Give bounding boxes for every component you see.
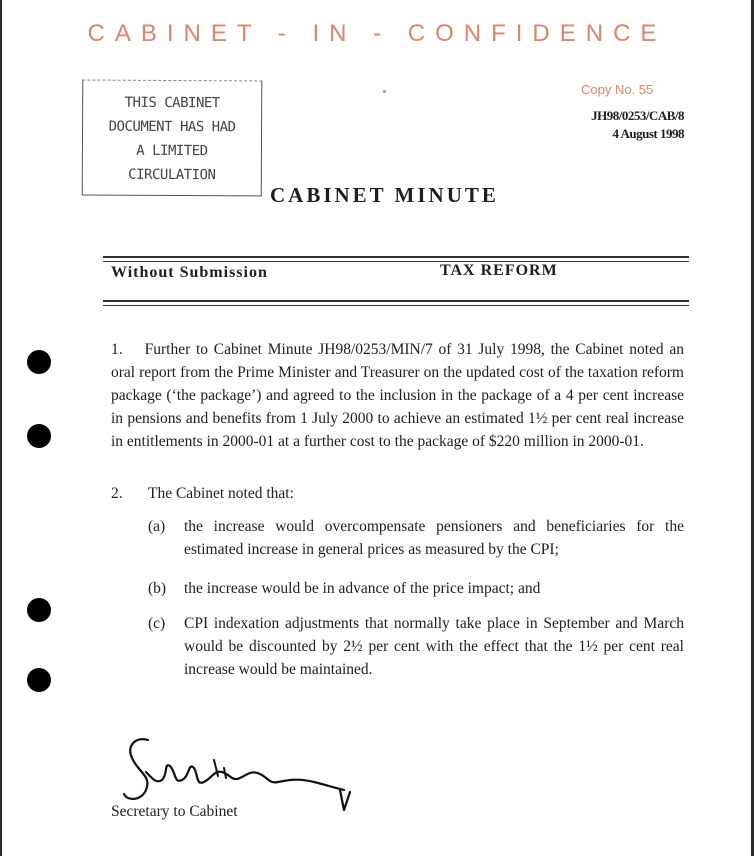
- paragraph-text: Further to Cabinet Minute JH98/0253/MIN/7 of 31 July 1998, the Cabinet noted an oral report from the Prime Minister and Treasurer on the updated cost of the taxation reform package (‘the package’) and agreed to the inclusion in the package of a 4 per cent increase in pensions and benefits from 1 July 2000 to achieve an estimated 1½ per cent real increase in entitlements in 2000-01 at a further cost to the package of $220 million in 2000-01.: [111, 341, 684, 450]
- stamp-line: A LIMITED: [136, 142, 208, 160]
- item-label: (a): [148, 518, 166, 535]
- punch-hole: [27, 668, 51, 692]
- punch-hole: [27, 350, 51, 374]
- reference-block: [591, 107, 684, 143]
- stamp-line: DOCUMENT HAS HAD: [108, 118, 236, 136]
- divider-top: [103, 256, 689, 262]
- item-label: (c): [148, 615, 166, 632]
- divider-bottom: [103, 300, 689, 306]
- list-item-c: [148, 612, 684, 681]
- item-text: the increase would be in advance of the price impact; and: [184, 580, 541, 597]
- item-text: the increase would overcompensate pensioners and beneficiaries for the estimated increase in general prices as measured by the CPI;: [184, 518, 684, 558]
- copy-number: Copy No. 55: [581, 82, 654, 97]
- limited-circulation-stamp: [82, 80, 263, 197]
- punch-hole: [27, 424, 51, 448]
- signatory-title: Secretary to Cabinet: [111, 803, 238, 820]
- submission-label: Without Submission: [111, 264, 268, 281]
- item-label: (b): [148, 580, 167, 597]
- paragraph-1: [111, 338, 684, 453]
- stray-mark: [383, 90, 386, 93]
- paragraph-2: [111, 482, 294, 505]
- paragraph-number: 2.: [111, 485, 123, 502]
- list-item-b: [148, 577, 684, 600]
- confidentiality-banner: CABINET - IN - CONFIDENCE: [87, 20, 667, 47]
- subject-title: TAX REFORM: [440, 262, 558, 279]
- list-item-a: [148, 515, 684, 561]
- stamp-line: CIRCULATION: [128, 166, 216, 184]
- document-date: 4 August 1998: [612, 126, 684, 141]
- item-text: CPI indexation adjustments that normally take place in September and March would be discounted by 2½ per cent with the effect that the 1½ per cent real increase would be maintained.: [184, 615, 684, 678]
- punch-hole: [27, 598, 51, 622]
- reference-number: JH98/0253/CAB/8: [591, 108, 684, 123]
- stamp-line: THIS CABINET: [124, 94, 220, 112]
- document-title: CABINET MINUTE: [270, 183, 499, 207]
- paragraph-text: The Cabinet noted that:: [148, 485, 294, 502]
- paragraph-number: 1.: [111, 341, 123, 358]
